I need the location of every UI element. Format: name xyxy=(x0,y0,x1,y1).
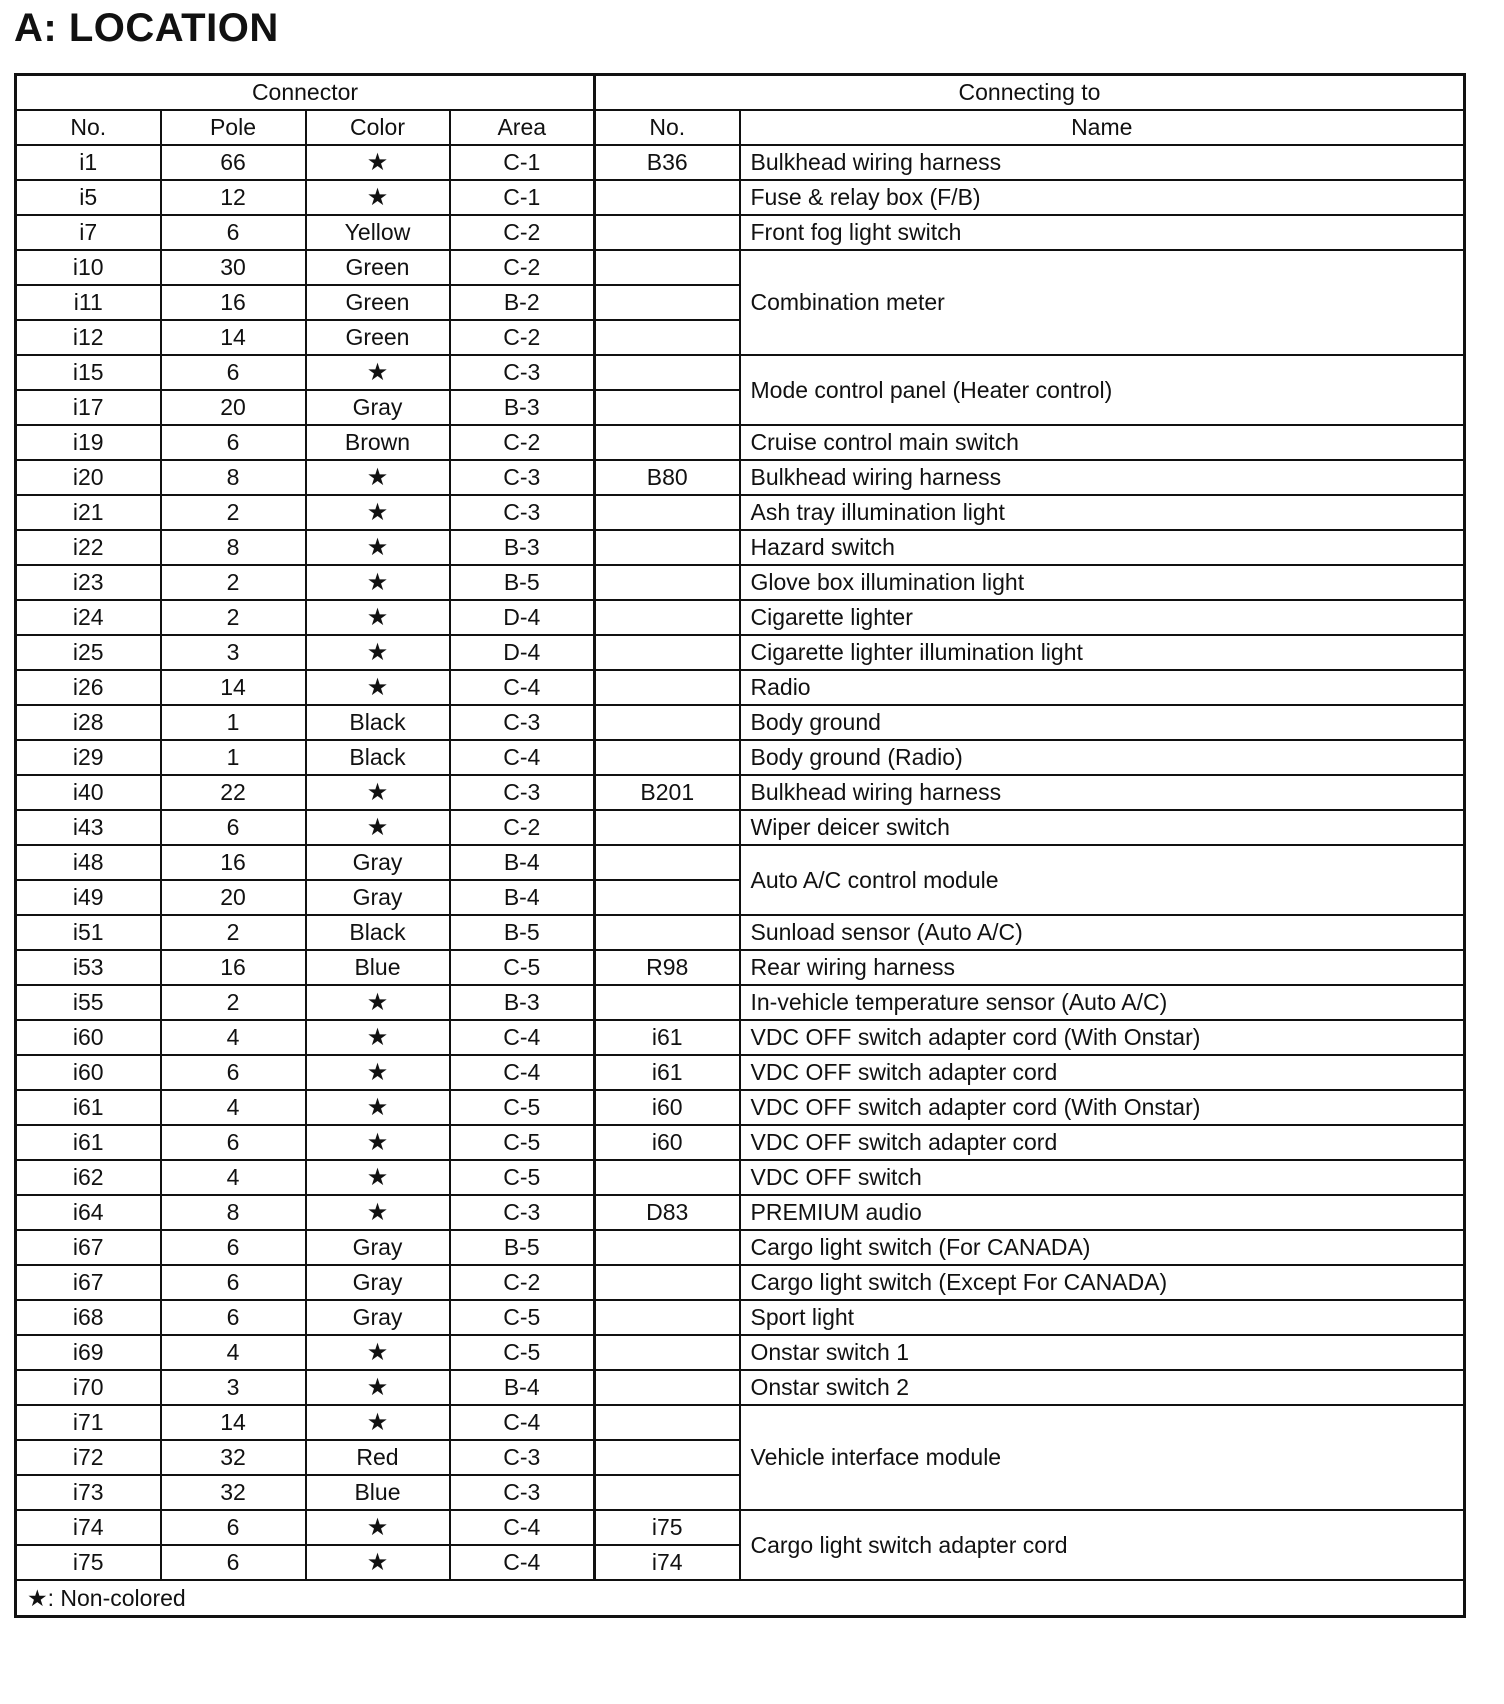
cell-color: Red xyxy=(306,1440,450,1475)
cell-name: Bulkhead wiring harness xyxy=(740,775,1465,810)
cell-area: C-4 xyxy=(450,1405,595,1440)
cell-no: i23 xyxy=(16,565,161,600)
cell-pole: 1 xyxy=(161,740,306,775)
cell-color: Black xyxy=(306,705,450,740)
cell-color: ★ xyxy=(306,1510,450,1545)
cell-pole: 14 xyxy=(161,320,306,355)
cell-area: C-5 xyxy=(450,1335,595,1370)
cell-area: C-2 xyxy=(450,250,595,285)
cell-to-no xyxy=(595,915,740,950)
cell-pole: 14 xyxy=(161,670,306,705)
cell-name: Fuse & relay box (F/B) xyxy=(740,180,1465,215)
cell-no: i53 xyxy=(16,950,161,985)
cell-pole: 32 xyxy=(161,1475,306,1510)
cell-area: C-5 xyxy=(450,1090,595,1125)
cell-area: C-3 xyxy=(450,460,595,495)
cell-to-no xyxy=(595,565,740,600)
cell-to-no xyxy=(595,180,740,215)
cell-color: Gray xyxy=(306,1230,450,1265)
location-table xyxy=(14,73,1466,1618)
cell-pole: 16 xyxy=(161,950,306,985)
table-row xyxy=(16,1405,1465,1440)
cell-pole: 12 xyxy=(161,180,306,215)
cell-name: In-vehicle temperature sensor (Auto A/C) xyxy=(740,985,1465,1020)
table-row xyxy=(16,1230,1465,1265)
cell-pole: 4 xyxy=(161,1090,306,1125)
table-row xyxy=(16,1335,1465,1370)
cell-name: Sunload sensor (Auto A/C) xyxy=(740,915,1465,950)
cell-pole: 32 xyxy=(161,1440,306,1475)
cell-no: i17 xyxy=(16,390,161,425)
cell-no: i75 xyxy=(16,1545,161,1580)
cell-pole: 3 xyxy=(161,1370,306,1405)
cell-color: Brown xyxy=(306,425,450,460)
cell-pole: 2 xyxy=(161,565,306,600)
cell-pole: 3 xyxy=(161,635,306,670)
cell-area: B-5 xyxy=(450,915,595,950)
table-row xyxy=(16,740,1465,775)
cell-no: i24 xyxy=(16,600,161,635)
cell-pole: 1 xyxy=(161,705,306,740)
cell-color: Gray xyxy=(306,1300,450,1335)
cell-pole: 20 xyxy=(161,880,306,915)
cell-pole: 4 xyxy=(161,1160,306,1195)
cell-no: i71 xyxy=(16,1405,161,1440)
cell-no: i61 xyxy=(16,1090,161,1125)
column-header-row xyxy=(16,110,1465,145)
cell-area: C-3 xyxy=(450,775,595,810)
cell-to-no xyxy=(595,215,740,250)
cell-to-no xyxy=(595,880,740,915)
cell-area: D-4 xyxy=(450,600,595,635)
cell-no: i67 xyxy=(16,1230,161,1265)
table-row xyxy=(16,705,1465,740)
table-row xyxy=(16,1090,1465,1125)
cell-no: i15 xyxy=(16,355,161,390)
cell-color: ★ xyxy=(306,495,450,530)
cell-area: B-5 xyxy=(450,1230,595,1265)
cell-to-no xyxy=(595,285,740,320)
cell-pole: 8 xyxy=(161,460,306,495)
cell-no: i49 xyxy=(16,880,161,915)
table-row xyxy=(16,600,1465,635)
cell-name: Wiper deicer switch xyxy=(740,810,1465,845)
table-row xyxy=(16,250,1465,285)
cell-pole: 2 xyxy=(161,915,306,950)
cell-area: B-3 xyxy=(450,985,595,1020)
cell-name: Body ground xyxy=(740,705,1465,740)
table-row xyxy=(16,1195,1465,1230)
cell-name: VDC OFF switch adapter cord (With Onstar) xyxy=(740,1090,1465,1125)
cell-color: Black xyxy=(306,740,450,775)
connector-group-header: Connector xyxy=(16,75,595,111)
cell-no: i69 xyxy=(16,1335,161,1370)
cell-to-no: i75 xyxy=(595,1510,740,1545)
cell-no: i11 xyxy=(16,285,161,320)
cell-no: i72 xyxy=(16,1440,161,1475)
cell-no: i60 xyxy=(16,1055,161,1090)
cell-area: C-3 xyxy=(450,1195,595,1230)
table-row xyxy=(16,495,1465,530)
cell-color: ★ xyxy=(306,1335,450,1370)
footnote-row xyxy=(16,1580,1465,1617)
cell-area: C-5 xyxy=(450,1160,595,1195)
cell-area: C-3 xyxy=(450,1440,595,1475)
cell-name: Front fog light switch xyxy=(740,215,1465,250)
cell-area: C-5 xyxy=(450,950,595,985)
cell-no: i55 xyxy=(16,985,161,1020)
cell-area: C-4 xyxy=(450,1055,595,1090)
cell-pole: 6 xyxy=(161,1125,306,1160)
cell-pole: 22 xyxy=(161,775,306,810)
cell-color: ★ xyxy=(306,775,450,810)
connecting-to-group-header: Connecting to xyxy=(595,75,1465,111)
cell-color: Black xyxy=(306,915,450,950)
table-row xyxy=(16,845,1465,880)
cell-area: B-4 xyxy=(450,880,595,915)
cell-color: Green xyxy=(306,320,450,355)
cell-no: i12 xyxy=(16,320,161,355)
cell-to-no xyxy=(595,250,740,285)
cell-to-no xyxy=(595,355,740,390)
cell-area: B-5 xyxy=(450,565,595,600)
table-row xyxy=(16,810,1465,845)
cell-to-no xyxy=(595,1335,740,1370)
cell-no: i21 xyxy=(16,495,161,530)
cell-no: i51 xyxy=(16,915,161,950)
column-header-no: No. xyxy=(16,110,161,145)
cell-name: Radio xyxy=(740,670,1465,705)
cell-name: VDC OFF switch adapter cord xyxy=(740,1125,1465,1160)
cell-no: i48 xyxy=(16,845,161,880)
cell-color: ★ xyxy=(306,565,450,600)
column-header-pole: Pole xyxy=(161,110,306,145)
cell-no: i74 xyxy=(16,1510,161,1545)
cell-color: ★ xyxy=(306,670,450,705)
cell-color: ★ xyxy=(306,530,450,565)
table-row xyxy=(16,985,1465,1020)
cell-no: i26 xyxy=(16,670,161,705)
cell-area: D-4 xyxy=(450,635,595,670)
cell-name: Sport light xyxy=(740,1300,1465,1335)
cell-to-no xyxy=(595,1265,740,1300)
table-row xyxy=(16,635,1465,670)
cell-pole: 2 xyxy=(161,985,306,1020)
cell-pole: 6 xyxy=(161,1055,306,1090)
cell-area: B-4 xyxy=(450,845,595,880)
cell-area: C-4 xyxy=(450,1020,595,1055)
cell-area: C-3 xyxy=(450,705,595,740)
cell-color: Gray xyxy=(306,845,450,880)
cell-to-no xyxy=(595,1405,740,1440)
cell-name: Combination meter xyxy=(740,250,1465,355)
cell-name: VDC OFF switch adapter cord xyxy=(740,1055,1465,1090)
cell-color: ★ xyxy=(306,1020,450,1055)
cell-no: i20 xyxy=(16,460,161,495)
cell-color: ★ xyxy=(306,1370,450,1405)
cell-name: Ash tray illumination light xyxy=(740,495,1465,530)
table-row xyxy=(16,565,1465,600)
cell-to-no xyxy=(595,390,740,425)
footnote: ★: Non-colored xyxy=(16,1580,1465,1617)
cell-to-no xyxy=(595,600,740,635)
cell-color: ★ xyxy=(306,1090,450,1125)
cell-pole: 6 xyxy=(161,1265,306,1300)
cell-name: Cruise control main switch xyxy=(740,425,1465,460)
table-row xyxy=(16,1510,1465,1545)
cell-name: Mode control panel (Heater control) xyxy=(740,355,1465,425)
cell-to-no xyxy=(595,320,740,355)
cell-name: Bulkhead wiring harness xyxy=(740,145,1465,180)
cell-to-no: B80 xyxy=(595,460,740,495)
cell-to-no xyxy=(595,810,740,845)
cell-pole: 2 xyxy=(161,600,306,635)
cell-no: i40 xyxy=(16,775,161,810)
cell-area: C-2 xyxy=(450,215,595,250)
cell-name: Cargo light switch (For CANADA) xyxy=(740,1230,1465,1265)
table-row xyxy=(16,950,1465,985)
cell-pole: 8 xyxy=(161,530,306,565)
cell-area: C-4 xyxy=(450,740,595,775)
table-row xyxy=(16,1055,1465,1090)
cell-no: i25 xyxy=(16,635,161,670)
cell-name: VDC OFF switch adapter cord (With Onstar) xyxy=(740,1020,1465,1055)
group-header-row xyxy=(16,75,1465,111)
table-row xyxy=(16,460,1465,495)
cell-name: Auto A/C control module xyxy=(740,845,1465,915)
cell-pole: 6 xyxy=(161,215,306,250)
cell-pole: 6 xyxy=(161,1545,306,1580)
cell-to-no: i60 xyxy=(595,1125,740,1160)
cell-name: Hazard switch xyxy=(740,530,1465,565)
cell-area: C-5 xyxy=(450,1300,595,1335)
cell-name: Cigarette lighter xyxy=(740,600,1465,635)
cell-color: ★ xyxy=(306,1160,450,1195)
cell-area: C-2 xyxy=(450,320,595,355)
cell-area: B-2 xyxy=(450,285,595,320)
cell-no: i64 xyxy=(16,1195,161,1230)
cell-pole: 6 xyxy=(161,1230,306,1265)
cell-no: i70 xyxy=(16,1370,161,1405)
cell-color: Yellow xyxy=(306,215,450,250)
cell-color: Blue xyxy=(306,950,450,985)
cell-color: Blue xyxy=(306,1475,450,1510)
cell-pole: 66 xyxy=(161,145,306,180)
cell-name: Vehicle interface module xyxy=(740,1405,1465,1510)
cell-no: i43 xyxy=(16,810,161,845)
cell-to-no xyxy=(595,670,740,705)
cell-color: ★ xyxy=(306,145,450,180)
cell-to-no xyxy=(595,1475,740,1510)
cell-to-no: i61 xyxy=(595,1020,740,1055)
cell-no: i5 xyxy=(16,180,161,215)
column-header-area: Area xyxy=(450,110,595,145)
cell-area: B-4 xyxy=(450,1370,595,1405)
cell-area: C-1 xyxy=(450,180,595,215)
cell-pole: 30 xyxy=(161,250,306,285)
cell-to-no: i61 xyxy=(595,1055,740,1090)
cell-area: B-3 xyxy=(450,390,595,425)
column-header-color: Color xyxy=(306,110,450,145)
cell-pole: 20 xyxy=(161,390,306,425)
cell-pole: 4 xyxy=(161,1335,306,1370)
cell-area: C-4 xyxy=(450,1545,595,1580)
cell-pole: 6 xyxy=(161,355,306,390)
table-row xyxy=(16,1020,1465,1055)
cell-name: Glove box illumination light xyxy=(740,565,1465,600)
table-row xyxy=(16,145,1465,180)
cell-to-no xyxy=(595,845,740,880)
cell-to-no xyxy=(595,1160,740,1195)
table-body xyxy=(16,145,1465,1580)
cell-area: C-2 xyxy=(450,1265,595,1300)
cell-pole: 16 xyxy=(161,285,306,320)
cell-name: PREMIUM audio xyxy=(740,1195,1465,1230)
cell-to-no xyxy=(595,740,740,775)
column-header-to-no: No. xyxy=(595,110,740,145)
cell-pole: 2 xyxy=(161,495,306,530)
cell-to-no: B201 xyxy=(595,775,740,810)
cell-color: ★ xyxy=(306,355,450,390)
cell-pole: 8 xyxy=(161,1195,306,1230)
table-row xyxy=(16,215,1465,250)
cell-no: i67 xyxy=(16,1265,161,1300)
cell-color: ★ xyxy=(306,1545,450,1580)
table-row xyxy=(16,670,1465,705)
cell-color: ★ xyxy=(306,985,450,1020)
cell-to-no xyxy=(595,530,740,565)
cell-area: C-3 xyxy=(450,1475,595,1510)
cell-name: Bulkhead wiring harness xyxy=(740,460,1465,495)
cell-pole: 6 xyxy=(161,1300,306,1335)
table-row xyxy=(16,425,1465,460)
table-row xyxy=(16,775,1465,810)
cell-area: C-4 xyxy=(450,670,595,705)
cell-no: i28 xyxy=(16,705,161,740)
cell-no: i60 xyxy=(16,1020,161,1055)
table-row xyxy=(16,915,1465,950)
cell-area: C-3 xyxy=(450,355,595,390)
cell-to-no xyxy=(595,985,740,1020)
cell-no: i29 xyxy=(16,740,161,775)
table-row xyxy=(16,1265,1465,1300)
table-row xyxy=(16,180,1465,215)
cell-no: i73 xyxy=(16,1475,161,1510)
cell-no: i10 xyxy=(16,250,161,285)
cell-to-no: B36 xyxy=(595,145,740,180)
cell-to-no xyxy=(595,495,740,530)
cell-no: i62 xyxy=(16,1160,161,1195)
cell-pole: 14 xyxy=(161,1405,306,1440)
cell-to-no: D83 xyxy=(595,1195,740,1230)
cell-to-no xyxy=(595,1230,740,1265)
table-row xyxy=(16,530,1465,565)
cell-color: ★ xyxy=(306,1055,450,1090)
cell-color: ★ xyxy=(306,1125,450,1160)
column-header-name: Name xyxy=(740,110,1465,145)
page-title: A: LOCATION xyxy=(14,6,279,50)
cell-pole: 4 xyxy=(161,1020,306,1055)
table-row xyxy=(16,1160,1465,1195)
table-row xyxy=(16,355,1465,390)
cell-color: Green xyxy=(306,285,450,320)
cell-to-no xyxy=(595,1370,740,1405)
cell-no: i1 xyxy=(16,145,161,180)
cell-name: Rear wiring harness xyxy=(740,950,1465,985)
cell-name: Cargo light switch (Except For CANADA) xyxy=(740,1265,1465,1300)
cell-pole: 16 xyxy=(161,845,306,880)
cell-no: i19 xyxy=(16,425,161,460)
cell-name: Cargo light switch adapter cord xyxy=(740,1510,1465,1580)
cell-color: ★ xyxy=(306,180,450,215)
cell-color: ★ xyxy=(306,600,450,635)
cell-pole: 6 xyxy=(161,810,306,845)
cell-name: Onstar switch 1 xyxy=(740,1335,1465,1370)
cell-pole: 6 xyxy=(161,1510,306,1545)
cell-no: i68 xyxy=(16,1300,161,1335)
cell-to-no: R98 xyxy=(595,950,740,985)
cell-name: Body ground (Radio) xyxy=(740,740,1465,775)
cell-area: C-3 xyxy=(450,495,595,530)
cell-area: B-3 xyxy=(450,530,595,565)
cell-area: C-5 xyxy=(450,1125,595,1160)
cell-area: C-2 xyxy=(450,810,595,845)
table-row xyxy=(16,1300,1465,1335)
cell-no: i7 xyxy=(16,215,161,250)
cell-area: C-4 xyxy=(450,1510,595,1545)
cell-area: C-2 xyxy=(450,425,595,460)
cell-color: ★ xyxy=(306,635,450,670)
cell-to-no xyxy=(595,705,740,740)
table-row xyxy=(16,1125,1465,1160)
table-row xyxy=(16,1370,1465,1405)
cell-color: ★ xyxy=(306,460,450,495)
cell-to-no: i60 xyxy=(595,1090,740,1125)
cell-color: Gray xyxy=(306,390,450,425)
cell-to-no xyxy=(595,635,740,670)
cell-no: i22 xyxy=(16,530,161,565)
cell-color: ★ xyxy=(306,1195,450,1230)
cell-to-no xyxy=(595,425,740,460)
cell-color: Green xyxy=(306,250,450,285)
cell-name: VDC OFF switch xyxy=(740,1160,1465,1195)
cell-color: ★ xyxy=(306,810,450,845)
cell-area: C-1 xyxy=(450,145,595,180)
cell-color: ★ xyxy=(306,1405,450,1440)
cell-to-no xyxy=(595,1440,740,1475)
cell-pole: 6 xyxy=(161,425,306,460)
cell-name: Onstar switch 2 xyxy=(740,1370,1465,1405)
cell-color: Gray xyxy=(306,1265,450,1300)
cell-to-no xyxy=(595,1300,740,1335)
cell-to-no: i74 xyxy=(595,1545,740,1580)
cell-no: i61 xyxy=(16,1125,161,1160)
cell-color: Gray xyxy=(306,880,450,915)
cell-name: Cigarette lighter illumination light xyxy=(740,635,1465,670)
